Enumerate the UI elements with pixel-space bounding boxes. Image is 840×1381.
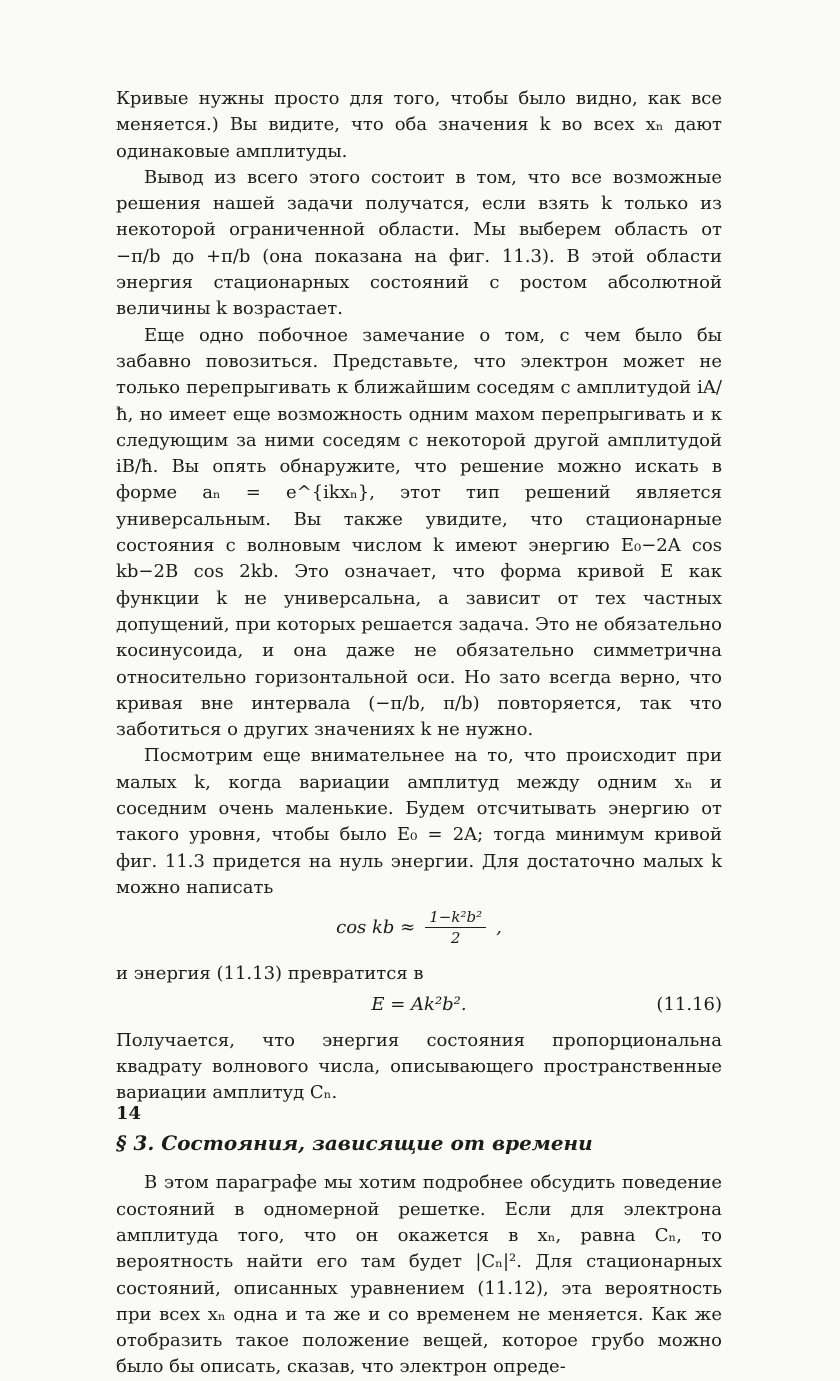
formula-numerator: 1−k²b² — [425, 907, 486, 928]
paragraph-2: Вывод из всего этого состоит в том, что все возможные решения нашей задачи получатся, если взять k только из некоторой ограниченной области. Мы выберем область от −π/b до +π/b (она показана на фиг. 11.3). В этой области энергия стационарных состояний с ростом абсолютной величины k возрастает. — [116, 166, 722, 320]
page-body — [116, 86, 722, 1381]
paragraph-4: Посмотрим еще внимательнее на то, что происходит при малых k, когда вариации амплитуд между одним xₙ и соседним очень маленькие. Будем отсчитывать энергию от такого уровня, чтобы было E₀ = 2A; тогда минимум кривой фиг. 11.3 придется на нуль энергии. Для достаточно малых k можно написать — [116, 745, 722, 898]
section-title: § 3. Состояния, зависящие от времени — [116, 1131, 593, 1156]
formula-lhs: cos kb ≈ — [336, 916, 416, 938]
formula-cos-approx — [116, 907, 722, 957]
equation-11-16 — [116, 992, 722, 1022]
text-after-formula-2: Получается, что энергия состояния пропорциональна квадрату волнового числа, описывающего пространственные вариации амплитуд Cₙ. — [116, 1029, 722, 1104]
formula-fraction — [425, 907, 486, 948]
equation-number: (11.16) — [656, 993, 722, 1015]
equation-expression: E = Ak²b². — [371, 993, 467, 1015]
paragraph-3: Еще одно побочное замечание о том, с чем было бы забавно повозиться. Представьте, что электрон может не только перепрыгивать к ближайшим соседям с амплитудой iA/ħ, но имеет еще возможность одним махом перепрыгивать и к следующим за ними соседям с некоторой другой амплитудой iB/ħ. Вы опять обнаружите, что решение можно искать в форме aₙ = e^{ikxₙ}, этот тип решений является универсальным. Вы также увидите, что стационарные состояния с волновым числом k имеют энергию E₀−2A cos kb−2B cos 2kb. Это означает, что форма кривой E как функции k не универсальна, а зависит от тех частных допущений, при которых решается задача. Это не обязательно косинусоида, и она даже не обязательно симметрична относительно горизонтальной оси. Но зато всегда верно, что кривая вне интервала (−π/b, π/b) повторяется, так что заботиться о других значениях k не нужно. — [116, 324, 722, 741]
formula-denominator: 2 — [450, 929, 461, 948]
page-number: 14 — [116, 1103, 142, 1124]
text-after-formula-1: и энергия (11.13) превратится в — [116, 963, 424, 985]
section-paragraph: В этом параграфе мы хотим подробнее обсудить поведение состояний в одномерной решетке. Если для электрона амплитуда того, что он окажется в xₙ, равна Cₙ, то вероятность найти его там будет |Cₙ|². Для стационарных состояний, описанных уравнением (11.12), эта вероятность при всех xₙ одна и та же и со временем не меняется. Как же отобразить такое положение вещей, которое грубо можно было бы описать, сказав, что электрон опреде- — [116, 1172, 722, 1378]
formula-tail: , — [496, 916, 502, 938]
paragraph-1: Кривые нужны просто для того, чтобы было видно, как все меняется.) Вы видите, что оба значения k во всех xₙ дают одинаковые амплитуды. — [116, 88, 722, 162]
